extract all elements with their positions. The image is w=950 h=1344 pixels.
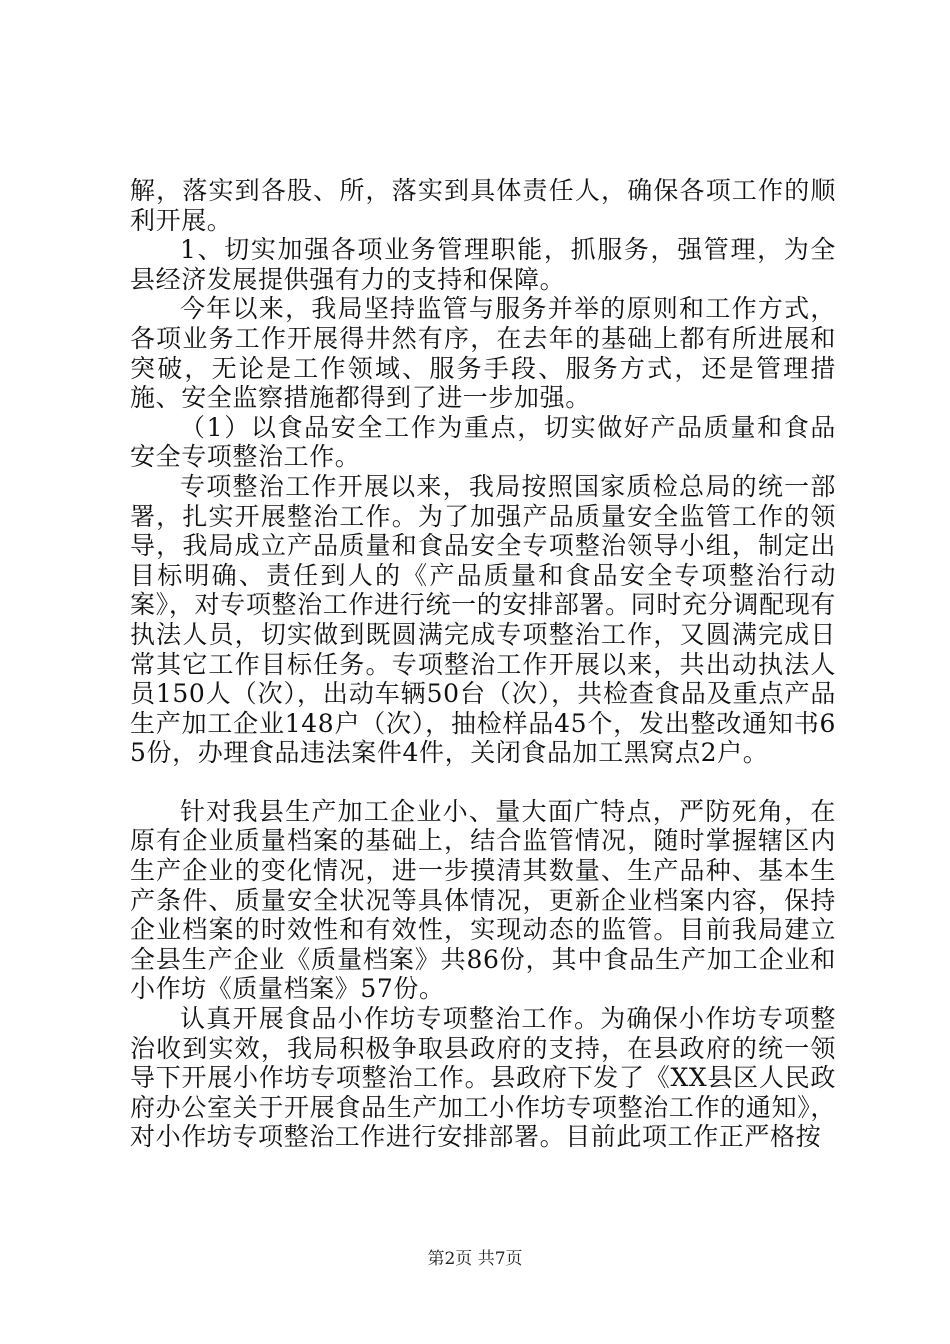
paragraph-quality-archives: 针对我县生产加工企业小、量大面广特点，严防死角，在原有企业质量档案的基础上，结合监管情况，随时掌握辖区内生产企业的变化情况，进一步摸清其数量、生产品种、基本生产条件、质量安全状况等具体情况，更新企业档案内容，保持企业档案的时效性和有效性，实现动态的监管。目前我局建立全县生产企业《质量档案》共86份，其中食品生产加工企业和小作坊《质量档案》57份。 <box>130 796 836 1004</box>
page-number: 第2页 共7页 <box>427 1249 523 1269</box>
paragraph-section-heading: 1、切实加强各项业务管理职能，抓服务，强管理，为全县经济发展提供强有力的支持和保障。 <box>130 235 836 294</box>
paragraph-small-workshops: 认真开展食品小作坊专项整治工作。为确保小作坊专项整治收到实效，我局积极争取县政府的支持，在县政府的统一领导下开展小作坊专项整治工作。县政府下发了《XX县区人民政府办公室关于开展食品生产加工小作坊专项整治工作的通知》，对小作坊专项整治工作进行安排部署。目前此项工作正严格按 <box>130 1004 836 1152</box>
paragraph-subheading: （1）以食品安全工作为重点，切实做好产品质量和食品安全专项整治工作。 <box>130 412 836 472</box>
page-footer <box>0 1244 950 1269</box>
paragraph-overview: 今年以来，我局坚持监管与服务并举的原则和工作方式，各项业务工作开展得井然有序，在去年的基础上都有所进展和突破，无论是工作领域、服务手段、服务方式，还是管理措施、安全监察措施都得到了进一步加强。 <box>130 294 836 413</box>
paragraph-special-rectification: 专项整治工作开展以来，我局按照国家质检总局的统一部署，扎实开展整治工作。为了加强产品质量安全监管工作的领导，我局成立产品质量和食品安全专项整治领导小组，制定出目标明确、责任到人的《产品质量和食品安全专项整治行动案》，对专项整治工作进行统一的安排部署。同时充分调配现有执法人员，切实做到既圆满完成专项整治工作，又圆满完成日常其它工作目标任务。专项整治工作开展以来，共出动执法人员150人（次），出动车辆50台（次），共检查食品及重点产品生产加工企业148户（次），抽检样品45个，发出整改通知书65份，办理食品违法案件4件，关闭食品加工黑窝点2户。 <box>130 471 836 768</box>
document-body <box>130 176 836 1152</box>
paragraph-continuation: 解，落实到各股、所，落实到具体责任人，确保各项工作的顺利开展。 <box>130 176 836 235</box>
